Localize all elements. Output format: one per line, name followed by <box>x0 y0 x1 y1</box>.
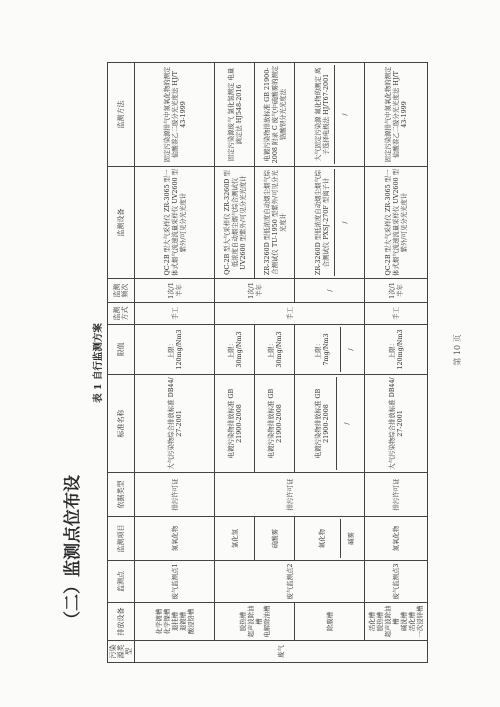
discharge-unit-cell <box>365 603 428 641</box>
monitoring-method: / <box>341 113 349 116</box>
monitoring-method-cell: 固定污染源排气中氮氧化物的测定 盐酸萘乙二胺分光光度法 HJ/T 43-1999 <box>365 63 428 167</box>
limit-cell: 上限：120mg/Nm3 <box>135 325 215 375</box>
table-caption: 表 1 自行监测方案 <box>93 323 104 403</box>
limit-cell: 上限：30mg/Nm3 <box>215 325 255 375</box>
header-monitoring-item: 监测项目 <box>108 517 135 561</box>
section-heading: （二）监测点位布设 <box>63 475 83 628</box>
discharge-unit: 碱洗槽 <box>400 611 408 632</box>
discharge-unit: 活化槽 <box>408 611 416 632</box>
monitoring-item: 碱雾 <box>347 532 355 545</box>
discharge-unit-cell: 除膜槽 <box>295 603 365 641</box>
discharge-unit-cell <box>215 603 295 641</box>
basis-type-cell: 排污许可证 <box>365 473 428 517</box>
monitoring-mode-cell: 手工 <box>365 303 428 325</box>
discharge-unit: 超声波除油槽 <box>384 605 400 638</box>
monitoring-point-cell: 废气监测点2 <box>215 561 365 603</box>
monitoring-item-cell: 氮氧化物 <box>365 517 428 561</box>
standard-name: / <box>343 422 351 425</box>
standard-name-cell <box>295 375 365 473</box>
discharge-unit: 酸浸铬槽 <box>186 608 195 635</box>
discharge-unit-cell <box>135 603 215 641</box>
monitoring-point-cell: 废气监测点3 <box>365 561 428 603</box>
table-header-row <box>108 63 135 663</box>
monitoring-method-cell: 电镀污染物排放标准 GB 21900-2008 附录 C 废气中硫酸雾的测定 铬酸钡分光光度法 <box>255 63 295 167</box>
limit: 上限：7mg/Nm3 <box>304 327 341 372</box>
monitoring-item-cell: 氮氧化物 <box>135 517 215 561</box>
monitoring-frequency-cell: / <box>295 279 365 303</box>
monitoring-frequency-cell: 1次/1半年 <box>215 279 295 303</box>
basis-type-cell: 排污许可证 <box>215 473 365 517</box>
monitoring-equipment-cell: ZR-3260D 型低浓度自动烟尘烟气综合测试仪 TU-1950 型紫外/可见分光光度计 <box>255 167 295 279</box>
standard-name-cell: 电镀污染物排放标准 GB 21900-2008 <box>215 375 255 473</box>
monitoring-mode-cell: 手工 <box>135 303 215 325</box>
header-monitoring-method: 监测方法 <box>108 63 135 167</box>
header-basis-type: 依据类型 <box>108 473 135 517</box>
monitoring-equipment-cell: QC-2B 型大气采样仪 ZR-3065 型一体式烟气流速流量采样仪 UV2600 型紫外/可见分光光度计 <box>365 167 428 279</box>
monitoring-item-cell: 氯化氢 <box>215 517 255 561</box>
standard-name-cell: 电镀污染物排放标准 GB 21900-2008 <box>255 375 295 473</box>
discharge-unit: 脱热槽 <box>238 611 247 632</box>
header-monitoring-frequency: 监测频次 <box>108 279 135 303</box>
header-limit: 限值 <box>108 325 135 375</box>
rotated-table-block <box>92 63 422 663</box>
discharge-unit: 化学镍槽 <box>162 608 171 635</box>
monitoring-equipment-cell: QC-2B 型大气采样仪 ZR-3260D 型低浓度自动烟尘烟气综合测试仪 UV2600 型紫外/可见分光光度计 <box>215 167 255 279</box>
monitoring-frequency-cell: 1次/1半年 <box>135 279 215 303</box>
discharge-unit: 活化槽 <box>368 611 376 632</box>
discharge-unit: 超声波除油槽 <box>246 605 263 638</box>
discharge-unit: 脱热槽 <box>376 611 384 632</box>
table-row <box>365 63 428 663</box>
limit-cell <box>295 325 365 375</box>
standard-name: 电镀污染物排放标准 GB 21900-2008 <box>308 377 337 470</box>
monitoring-item: 氟化物 <box>304 519 341 558</box>
standard-name-cell: 大气污染物综合排放标准 DB44/ 27-2001 <box>365 375 428 473</box>
page-number: 第 10 页 <box>453 334 462 366</box>
monitoring-equipment-cell <box>295 167 365 279</box>
header-discharge-unit: 排放设备 <box>108 603 135 641</box>
pollutant-type-cell: 废气 <box>135 641 428 663</box>
header-standard-name: 标准名称 <box>108 375 135 473</box>
monitoring-item-cell <box>295 517 365 561</box>
discharge-unit: 退镀槽 <box>178 611 187 632</box>
table-row <box>215 63 255 663</box>
monitoring-method-cell: 固定污染源废气 氯化氢测定 电量滴定法 HJ548-2016 <box>215 63 255 167</box>
monitoring-equipment: / <box>341 221 349 224</box>
monitoring-plan-table <box>107 62 428 663</box>
discharge-unit: 退挂槽 <box>170 611 179 632</box>
table-row <box>135 63 215 663</box>
discharge-unit: 化学镀槽 <box>154 608 163 635</box>
monitoring-equipment: ZR-3260D 型低浓度自动烟尘烟气综合测试仪 PXSJ-270F 型离子计 <box>310 169 335 276</box>
discharge-unit: 电解除油槽 <box>262 605 271 638</box>
monitoring-item-cell: 硫酸雾 <box>255 517 295 561</box>
limit-cell: 上限：30mg/Nm3 <box>255 325 295 375</box>
header-monitoring-point: 监测点 <box>108 561 135 603</box>
limit: / <box>347 348 355 351</box>
standard-name-cell: 大气污染物综合排放标准 DB44/ 27-2001 <box>135 375 215 473</box>
monitoring-point-cell: 废气监测点1 <box>135 561 215 603</box>
monitoring-equipment-cell: QC-2B 型大气采样仪 ZR-3065 型一体式烟气流速流量采样仪 UV2600 型紫外/可见分光光度计 <box>135 167 215 279</box>
limit-cell: 上限：120mg/Nm3 <box>365 325 428 375</box>
header-monitoring-equipment: 监测设备 <box>108 167 135 279</box>
monitoring-method-cell <box>295 63 365 167</box>
discharge-unit: 一次浸锌槽 <box>416 605 424 638</box>
monitoring-method: 大气固定污染源 氟化物的测定 离子选择电极法 HJ/T67-2001 <box>310 65 335 164</box>
header-monitoring-mode: 监测方式 <box>108 303 135 325</box>
monitoring-method-cell: 固定污染源排气中氮氧化物的测定 盐酸萘乙二胺分光光度法 HJ/T 43-1999 <box>135 63 215 167</box>
basis-type-cell: 排污许可证 <box>135 473 215 517</box>
monitoring-frequency-cell: 1次/1半年 <box>365 279 428 303</box>
header-pollutant-type: 污染源类型 <box>108 641 135 663</box>
monitoring-mode-cell: 手工 <box>215 303 365 325</box>
